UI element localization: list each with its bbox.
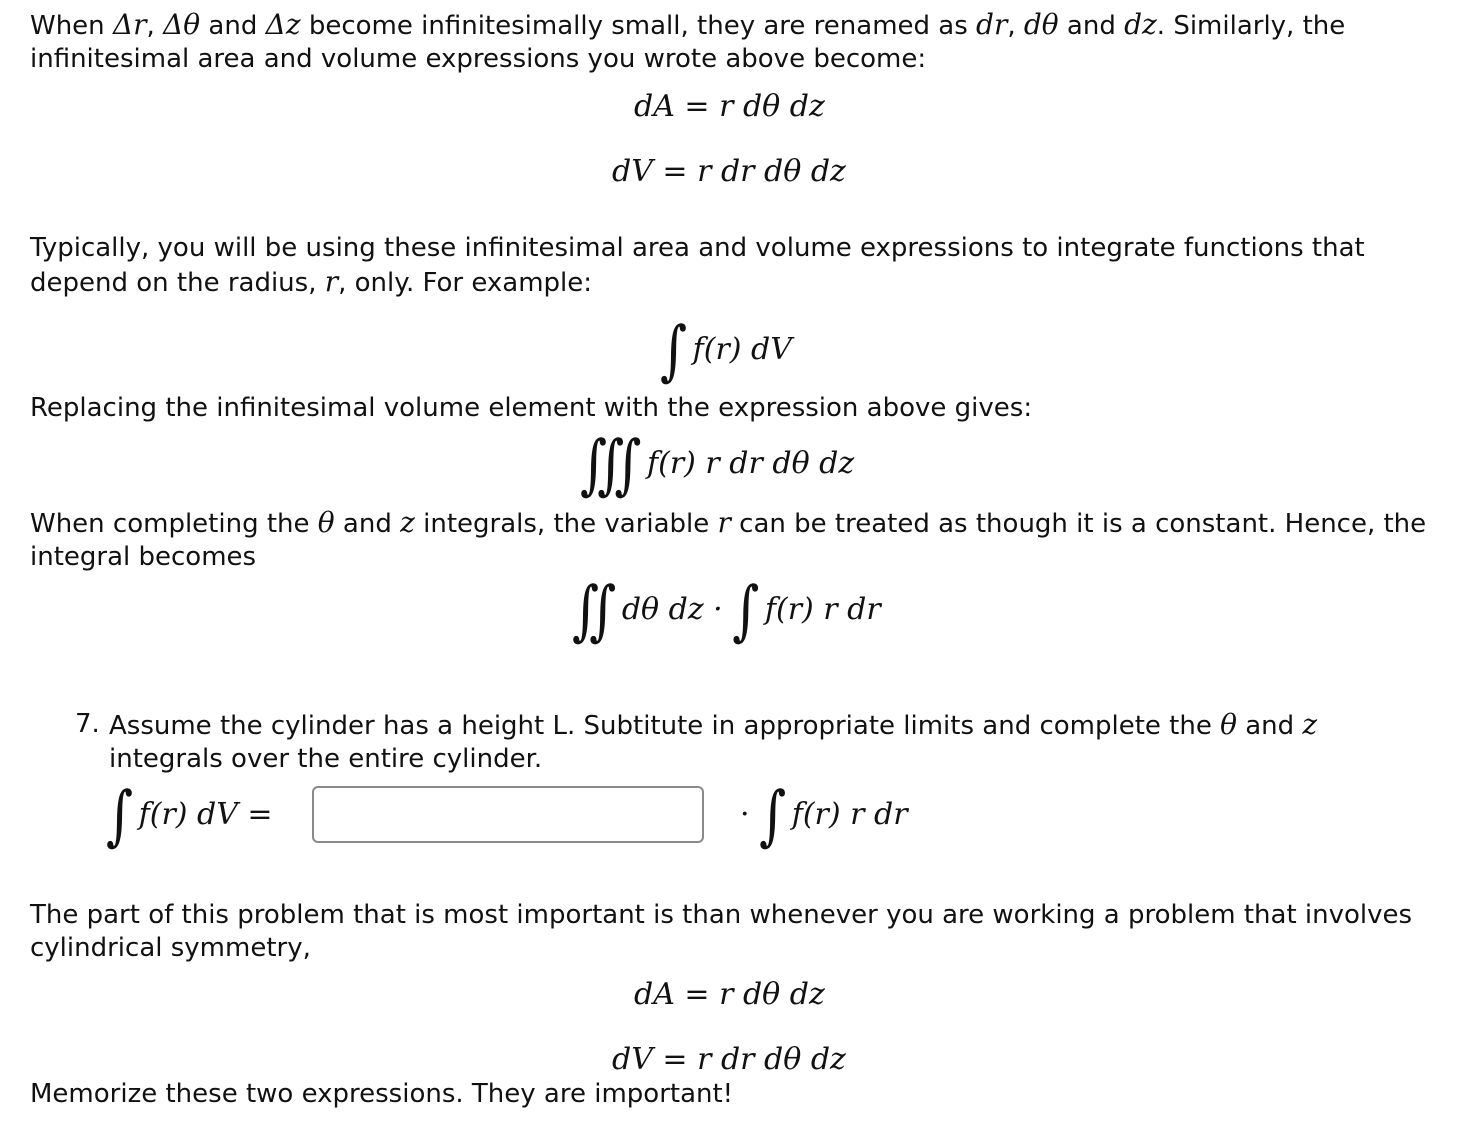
intro-paragraph: When Δr, Δθ and Δz become infinitesimally small, they are renamed as dr, dθ and dz. Similarly, the infinitesimal area and volume expressions you wrote above become: [30, 8, 1346, 74]
question-number: 7. [75, 709, 100, 739]
math-theta: θ [1220, 708, 1237, 741]
equation-triple-integral: ∭ f(r) r dr dθ dz [580, 427, 855, 503]
math-dz: dz [1124, 8, 1157, 41]
math-z: z [1302, 708, 1318, 741]
equation-dV: dV = r dr dθ dz [612, 154, 846, 189]
math-delta-theta: Δθ [163, 8, 201, 41]
integral-symbol: ∫ [660, 313, 684, 389]
math-dtheta: dθ [1023, 8, 1059, 41]
question-text: Assume the cylinder has a height L. Subtitute in appropriate limits and complete the θ and z integrals over the entire cylinder. [109, 708, 1318, 774]
integral-symbol: ∫ [106, 778, 130, 854]
math-r: r [717, 506, 731, 539]
typically-paragraph: Typically, you will be using these infinitesimal area and volume expressions to integrate functions that depend on the radius, r, only. For example: [30, 233, 1365, 298]
replacing-paragraph: Replacing the infinitesimal volume element with the expression above gives: [30, 393, 1033, 423]
important-paragraph: The part of this problem that is most important is than whenever you are working a problem that involves cylindrical symmetry, [30, 900, 1413, 963]
equation-dA: dA = r dθ dz [634, 89, 825, 124]
completing-paragraph: When completing the θ and z integrals, the variable r can be treated as though it is a constant. Hence, the integral becomes [30, 506, 1427, 572]
equation-dV-summary: dV = r dr dθ dz [612, 1042, 846, 1077]
question-rhs: · ∫ f(r) r dr [740, 778, 908, 854]
question-lhs: ∫ f(r) dV = [106, 778, 273, 854]
equation-split-integral: ∬ dθ dz · ∫ f(r) r dr [572, 573, 881, 649]
integral-symbol: ∫ [732, 573, 756, 649]
math-z: z [400, 506, 415, 539]
integral-symbol: ∫ [759, 778, 783, 854]
math-r: r [324, 265, 339, 298]
triple-integral-symbol: ∭ [580, 427, 638, 503]
math-delta-r: Δr [112, 8, 147, 41]
answer-input[interactable] [312, 786, 704, 843]
equation-single-integral: ∫ f(r) dV [660, 313, 792, 389]
memorize-paragraph: Memorize these two expressions. They are important! [30, 1079, 734, 1109]
multiply-dot: · [740, 797, 750, 832]
math-dr: dr [976, 8, 1008, 41]
math-delta-z: Δz [265, 8, 301, 41]
equation-dA-summary: dA = r dθ dz [634, 977, 825, 1012]
math-theta: θ [317, 506, 335, 539]
double-integral-symbol: ∬ [572, 573, 613, 649]
